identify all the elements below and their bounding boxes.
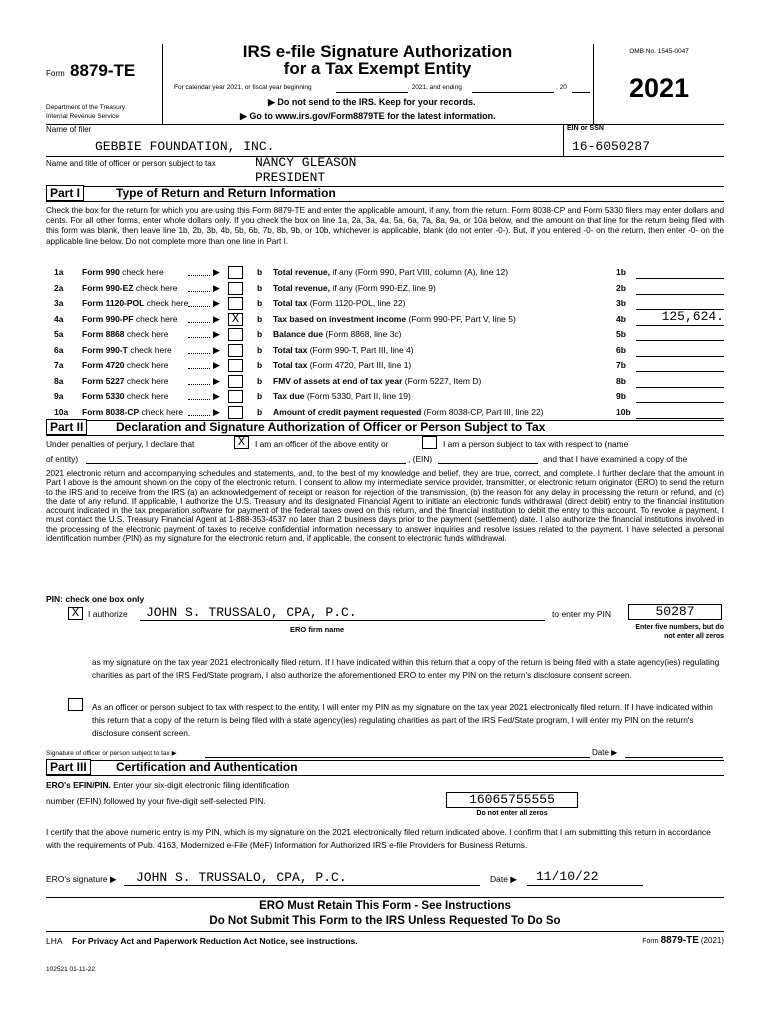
desc-bold: Tax due [273,391,305,401]
line-num-b: 1b [616,267,626,277]
arrow-icon: ▶ [213,376,220,386]
form-name-bold: Form 1120-POL [82,298,145,308]
line-description [273,358,411,373]
form-checkbox[interactable] [228,297,243,310]
part2-label: Part II [46,419,87,435]
form-checkbox[interactable] [228,390,243,403]
efin-heading: ERO's EFIN/PIN. [46,780,111,790]
desc-text: (Form 5330, Part II, line 19) [304,391,411,401]
officer-label: Name and title of officer or person subject to tax [46,159,216,168]
amount-field[interactable] [636,294,724,309]
form-name-bold: Form 5227 [82,376,125,386]
leader-dots [188,399,210,400]
desc-bold: Total tax [273,345,308,355]
ero-certify-text: I certify that the above numeric entry is my PIN, which is my signature on the 2021 electronically filed return indicated above. I confirm that I am submitting this return in accordance with the requirements of Pub. 4163, Modernized e-File (MeF) Information for Authorized IRS e-file Providers for Business Returns. [46,827,711,850]
ero-date-label: Date ▶ [490,874,517,884]
officer-pin-field[interactable]: 50287 [628,604,722,620]
line-num-a: 1a [54,267,64,277]
line-num-a: 6a [54,345,64,355]
officer-title: PRESIDENT [255,170,326,185]
form-name-bold: Form 4720 [82,360,125,370]
ero-signature-label: ERO's signature ▶ [46,874,117,884]
desc-text: (Form 4720, Part III, line 1) [307,360,412,370]
part3-label: Part III [46,759,91,775]
to-enter-pin-label: to enter my PIN [552,609,612,619]
form-name-bold: Form 8038-CP [82,407,140,417]
part1-title: Type of Return and Return Information [116,186,336,200]
check-here-text: check here [124,329,169,339]
desc-bold: Total tax [273,298,308,308]
line-num-a: 4a [54,314,64,324]
efin-pin-field[interactable]: 16065755555 [446,792,578,808]
arrow-icon: ▶ [213,267,220,277]
leader-dots [188,415,210,416]
lha-label: LHA [46,936,63,946]
arrow-icon: ▶ [213,407,220,417]
footer-form-number: 8879-TE [660,935,699,946]
omb-number: OMB No. 1545-0047 [629,48,689,55]
form-word: Form [46,69,65,78]
goto-link-notice: ▶ Go to www.irs.gov/Form8879TE for the latest information. [240,111,496,121]
dept-line-1: Department of the Treasury [46,104,126,111]
form-name-bold: Form 990-EZ [82,283,134,293]
amount-field[interactable]: 125,624. [661,309,724,324]
authorize-ero-checkbox[interactable]: X [68,607,83,620]
line-num-a: 2a [54,283,64,293]
calendar-end: , 20 [556,84,567,91]
perjury-a: Under penalties of perjury, I declare that [46,439,195,449]
form-checkbox[interactable] [228,266,243,279]
form-name [82,296,188,311]
footer-form-ref [600,935,724,946]
line-description [273,389,411,404]
amount-field[interactable] [636,372,724,387]
pin-header: PIN: check one box only [46,594,145,604]
line-description [273,374,481,389]
line-letter-b: b [257,376,263,386]
desc-bold: Total revenue, [273,267,330,277]
of-entity-label: of entity) [46,454,79,464]
line-letter-b: b [257,360,263,370]
part3-title: Certification and Authentication [116,760,298,774]
efin-text-2: number (EFIN) followed by your five-digit self-selected PIN. [46,796,266,806]
desc-text: (Form 1120-POL, line 22) [307,298,406,308]
form-name [82,405,183,420]
perjury-c: I am a person subject to tax with respect to (name [443,439,629,449]
ein-value: 16-6050287 [572,139,651,154]
five-numbers-note: Enter five numbers, but do not enter all zeros [635,624,724,640]
desc-text: (Form 8868, line 3c) [323,329,402,339]
amount-field[interactable] [636,403,724,418]
arrow-icon: ▶ [213,283,220,293]
desc-text: (Form 990-T, Part III, line 4) [307,345,414,355]
officer-name: NANCY GLEASON [255,155,357,170]
as-my-signature-text: as my signature on the tax year 2021 electronically filed return. If I have indicated within this return that a copy of the return is being filed with a state agency(ies) regulating charities as part of the IRS Fed/State program, I also authorize the aforementioned ERO to enter my PIN on the return's disclosure consent screen. [92,657,720,680]
line-letter-b: b [257,345,263,355]
arrow-icon: ▶ [213,329,220,339]
ero-date[interactable]: 11/10/22 [536,869,599,884]
officer-entity-checkbox[interactable]: X [234,436,249,449]
form-name [82,312,177,327]
form-name [82,358,168,373]
leader-dots [188,368,210,369]
form-name [82,343,172,358]
line-num-a: 5a [54,329,64,339]
line-letter-b: b [257,298,263,308]
leader-dots [188,291,210,292]
form-name [82,327,168,342]
leader-dots [188,337,210,338]
desc-text: (Form 8038-CP, Part III, line 22) [421,407,544,417]
footer-form-year: (2021) [700,936,724,945]
check-here-text: check here [124,376,169,386]
form-code: 102521 01-11-22 [46,966,96,973]
line-num-b: 3b [616,298,626,308]
line-letter-b: b [257,407,263,417]
calendar-line: For calendar year 2021, or fiscal year beginning [174,84,312,91]
line-num-b: 10b [616,407,631,417]
leader-dots [188,306,210,307]
footer-form-word: Form [642,938,659,945]
line-num-b: 5b [616,329,626,339]
filer-name: GEBBIE FOUNDATION, INC. [95,139,275,154]
line-description [273,405,544,420]
leader-dots [188,322,210,323]
line-description [273,265,508,280]
form-checkbox[interactable] [228,375,243,388]
desc-bold: FMV of assets at end of tax year [273,376,403,386]
check-here-text: check here [139,407,184,417]
amount-field[interactable] [636,263,724,278]
desc-bold: Total revenue, [273,283,330,293]
arrow-icon: ▶ [213,360,220,370]
ein-paren-label: , (EIN) [408,454,433,464]
leader-dots [188,384,210,385]
officer-pin-text: As an officer or person subject to tax with respect to the entity, I will enter my PIN as my signature on the tax year 2021 electronically filed return. If I have indicated within this return that a copy of the return is being filed with a state agency(ies) regulating charities as part of the IRS Fed/State program, I will enter my PIN on the return's disclosure consent screen. [92,702,713,738]
check-here-text: check here [124,360,169,370]
form-checkbox[interactable]: X [228,313,243,326]
line-description [273,281,436,296]
amount-field[interactable] [636,325,724,340]
arrow-icon: ▶ [213,345,220,355]
line-num-a: 9a [54,391,64,401]
efin-text-1: Enter your six-digit electronic filing identification [110,780,290,790]
check-here-text: check here [133,314,178,324]
form-checkbox[interactable] [228,282,243,295]
form-checkbox[interactable] [228,344,243,357]
arrow-icon: ▶ [213,314,220,324]
dept-line-2: Internal Revenue Service [46,113,119,120]
form-number: 8879-TE [70,61,136,80]
form-name [82,281,177,296]
calendar-mid: , 2021, and ending [408,84,462,91]
line-description [273,296,405,311]
desc-text: if any (Form 990, Part VIII, column (A), line 12) [330,267,509,277]
form-name-bold: Form 990-PF [82,314,134,324]
part2-body: 2021 electronic return and accompanying schedules and statements, and, to the best of my knowledge and belief, they are true, correct, and complete. I further declare that the amount in Part I above is the amount shown on the copy of the electronic return. I consent to allow my intermediate service provider, transmitter, or electronic return originator (ERO) to send the return to the IRS and to receive from the IRS (a) an acknowledgement of receipt or reason for rejection of the transmission, (b) the reason for any delay in processing the return or refund, and (c) the date of any refund. If applicable, I authorize the U.S. Treasury and its designated Financial Agent to initiate an electronic funds withdrawal (direct debit) entry to the financial institution account indicated in the tax preparation software for payment of the federal taxes owed on this return, and the financial institution to debit the entry to this account. To revoke a payment, I must contact the U.S. Treasury Financial Agent at 1-888-353-4537 no later than 2 business days prior to the payment (settlement) date. I also authorize the financial institutions involved in the processing of the electronic payment of taxes to receive confidential information necessary to answer inquiries and resolve issues related to the payment. I have selected a personal identification number (PIN) as my signature for the electronic return and, if applicable, the consent to electronic funds withdrawal. [46,469,724,544]
form-name-bold: Form 8868 [82,329,125,339]
amount-field[interactable] [636,387,724,402]
line-letter-b: b [257,314,263,324]
form-checkbox[interactable] [228,359,243,372]
line-letter-b: b [257,283,263,293]
form-checkbox[interactable] [228,406,243,419]
form-name-bold: Form 5330 [82,391,125,401]
desc-bold: Tax based on investment income [273,314,407,324]
check-here-text: check here [124,391,169,401]
line-num-a: 7a [54,360,64,370]
authorize-label: I authorize [88,609,128,619]
form-name-bold: Form 990 [82,267,120,277]
line-num-b: 8b [616,376,626,386]
line-description [273,312,516,327]
form-name [82,389,168,404]
retain-notice-1: ERO Must Retain This Form - See Instructions [259,900,511,912]
amount-line [636,418,724,419]
check-here-text: check here [133,283,178,293]
desc-text: if any (Form 990-EZ, line 9) [330,283,436,293]
part1-label: Part I [46,185,84,201]
efin-not-zeros-note: Do not enter all zeros [476,810,548,817]
privacy-notice: For Privacy Act and Paperwork Reduction Act Notice, see instructions. [72,936,358,946]
form-title-1: IRS e-file Signature Authorization [242,42,513,61]
retain-notice-2: Do Not Submit This Form to the IRS Unless Requested To Do So [209,915,561,927]
desc-text: (Form 5227, Item D) [402,376,482,386]
desc-bold: Balance due [273,329,324,339]
line-letter-b: b [257,329,263,339]
line-num-b: 9b [616,391,626,401]
filer-name-label: Name of filer [46,125,92,134]
ein-label: EIN or SSN [567,125,604,132]
form-name [82,374,168,389]
line-num-a: 8a [54,376,64,386]
do-not-send-notice: ▶ Do not send to the IRS. Keep for your records. [268,97,476,107]
form-checkbox[interactable] [228,328,243,341]
ero-firm-label: ERO firm name [290,625,345,634]
desc-bold: Total tax [273,360,308,370]
line-num-a: 10a [54,407,69,417]
line-description [273,343,414,358]
form-title-2: for a Tax Exempt Entity [283,59,472,78]
check-here-text: check here [119,267,164,277]
form-name-bold: Form 990-T [82,345,128,355]
line-num-b: 7b [616,360,626,370]
line-num-b: 2b [616,283,626,293]
desc-bold: Amount of credit payment requested [273,407,422,417]
officer-enters-pin-checkbox[interactable] [68,698,83,711]
amount-field[interactable] [636,279,724,294]
check-here-text: check here [127,345,172,355]
form-name [82,265,164,280]
part1-intro: Check the box for the return for which you are using this Form 8879-TE and enter the applicable amount, if any, from the return. Form 8038-CP and Form 5330 filers may enter dollars and cents. For all other forms, enter whole dollars only. If you check the box on line 1a, 2a, 3a, 4a, 5a, 6a, 7a, 8a, 9a, or 10a below, and the amount on that line for the return being filed with this form was blank, then leave line 1b, 2b, 3b, 4b, 5b, 6b, 7b, 8b, 9b, or 10b, whichever is applicable, blank (do not enter -0-). But, if you entered -0- on the return, then enter -0- on the applicable line below. Do not complete more than one line in Part I. [46,206,724,246]
check-here-text: check here [144,298,189,308]
line-description [273,327,402,342]
officer-date-label: Date ▶ [592,748,618,757]
amount-field[interactable] [636,341,724,356]
line-letter-b: b [257,267,263,277]
officer-signature-line[interactable] [205,757,590,758]
examined-text: and that I have examined a copy of the [543,454,688,464]
arrow-icon: ▶ [213,391,220,401]
amount-field[interactable] [636,356,724,371]
leader-dots [188,275,210,276]
desc-text: (Form 990-PF, Part V, line 5) [406,314,516,324]
person-subject-checkbox[interactable] [422,436,437,449]
line-num-b: 6b [616,345,626,355]
line-letter-b: b [257,391,263,401]
tax-year: 2021 [628,73,690,103]
part2-title: Declaration and Signature Authorization of Officer or Person Subject to Tax [116,420,546,434]
perjury-b: I am an officer of the above entity or [255,439,389,449]
officer-date-line[interactable] [625,757,723,758]
arrow-icon: ▶ [213,298,220,308]
ero-firm-name[interactable]: JOHN S. TRUSSALO, CPA, P.C. [146,605,357,620]
efin-instruction [46,780,289,790]
line-num-b: 4b [616,314,626,324]
ero-signature[interactable]: JOHN S. TRUSSALO, CPA, P.C. [136,870,347,885]
leader-dots [188,353,210,354]
officer-signature-label: Signature of officer or person subject to tax ▶ [46,750,177,757]
line-num-a: 3a [54,298,64,308]
